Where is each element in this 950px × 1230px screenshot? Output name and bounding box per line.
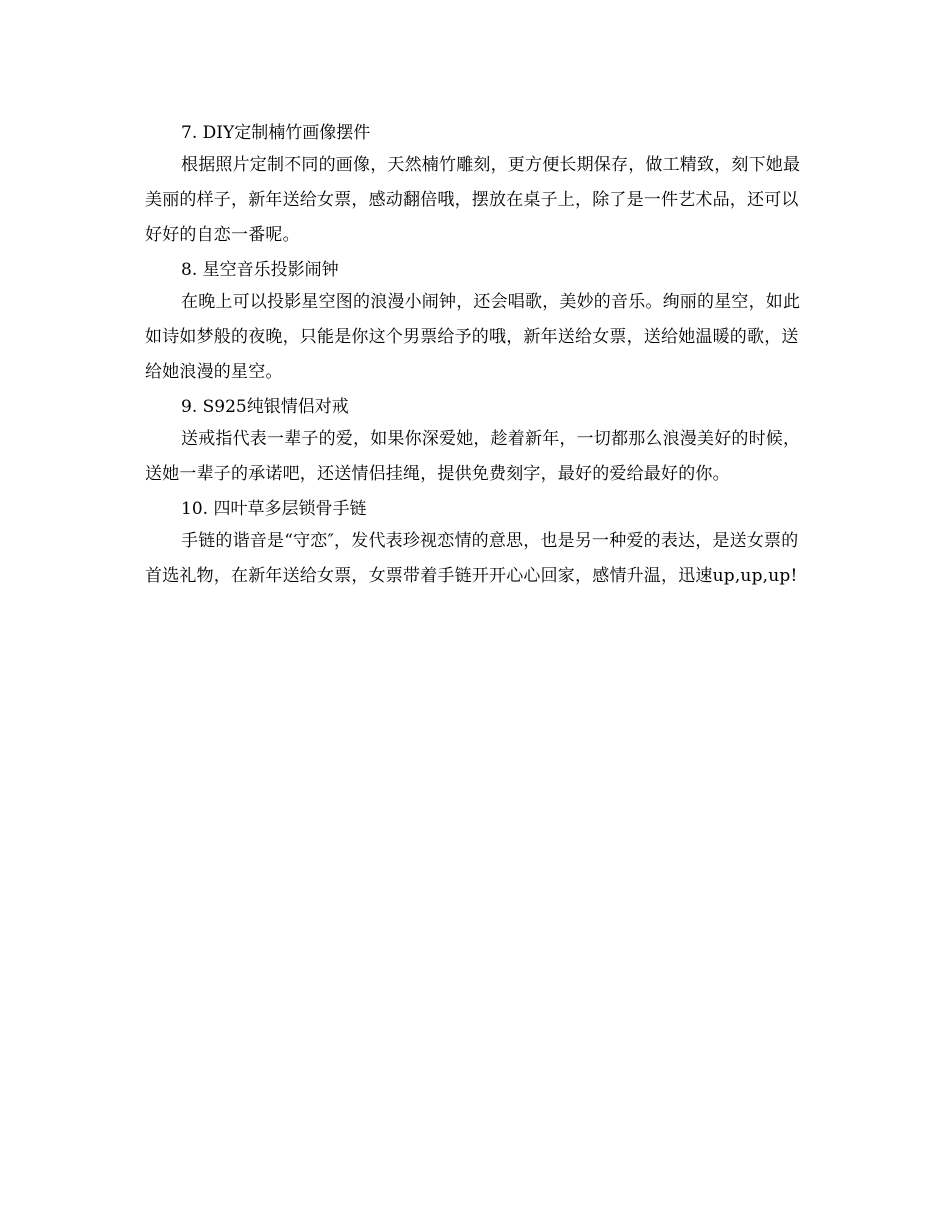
item-description: 在晚上可以投影星空图的浪漫小闹钟，还会唱歌，美妙的音乐。绚丽的星空，如此如诗如梦般的夜晚，只能是你这个男票给予的哦，新年送给女票，送给她温暖的歌，送给她浪漫的星空。 [145,292,801,382]
gift-item-9 [145,393,810,492]
item-heading: 7. DIY定制楠竹画像摆件 [181,123,371,143]
item-heading: 9. S925纯银情侣对戒 [181,397,349,417]
item-heading: 10. 四叶草多层锁骨手链 [181,499,367,519]
document-body [145,118,810,597]
gift-item-8 [145,256,810,390]
item-heading: 8. 星空音乐投影闹钟 [181,260,339,280]
gift-item-7 [145,119,810,253]
item-description: 手链的谐音是“守恋″，发代表珍视恋情的意思，也是另一种爱的表达，是送女票的首选礼物，在新年送给女票，女票带着手链开开心心回家，感情升温，迅速up,up,up! [145,531,799,586]
gift-item-10 [145,495,810,594]
item-description: 根据照片定制不同的画像，天然楠竹雕刻，更方便长期保存，做工精致，刻下她最美丽的样子，新年送给女票，感动翻倍哦，摆放在桌子上，除了是一件艺术品，还可以好好的自恋一番呢。 [145,155,801,245]
item-description: 送戒指代表一辈子的爱，如果你深爱她，趁着新年，一切都那么浪漫美好的时候，送她一辈子的承诺吧，还送情侣挂绳，提供免费刻字，最好的爱给最好的你。 [145,429,801,484]
